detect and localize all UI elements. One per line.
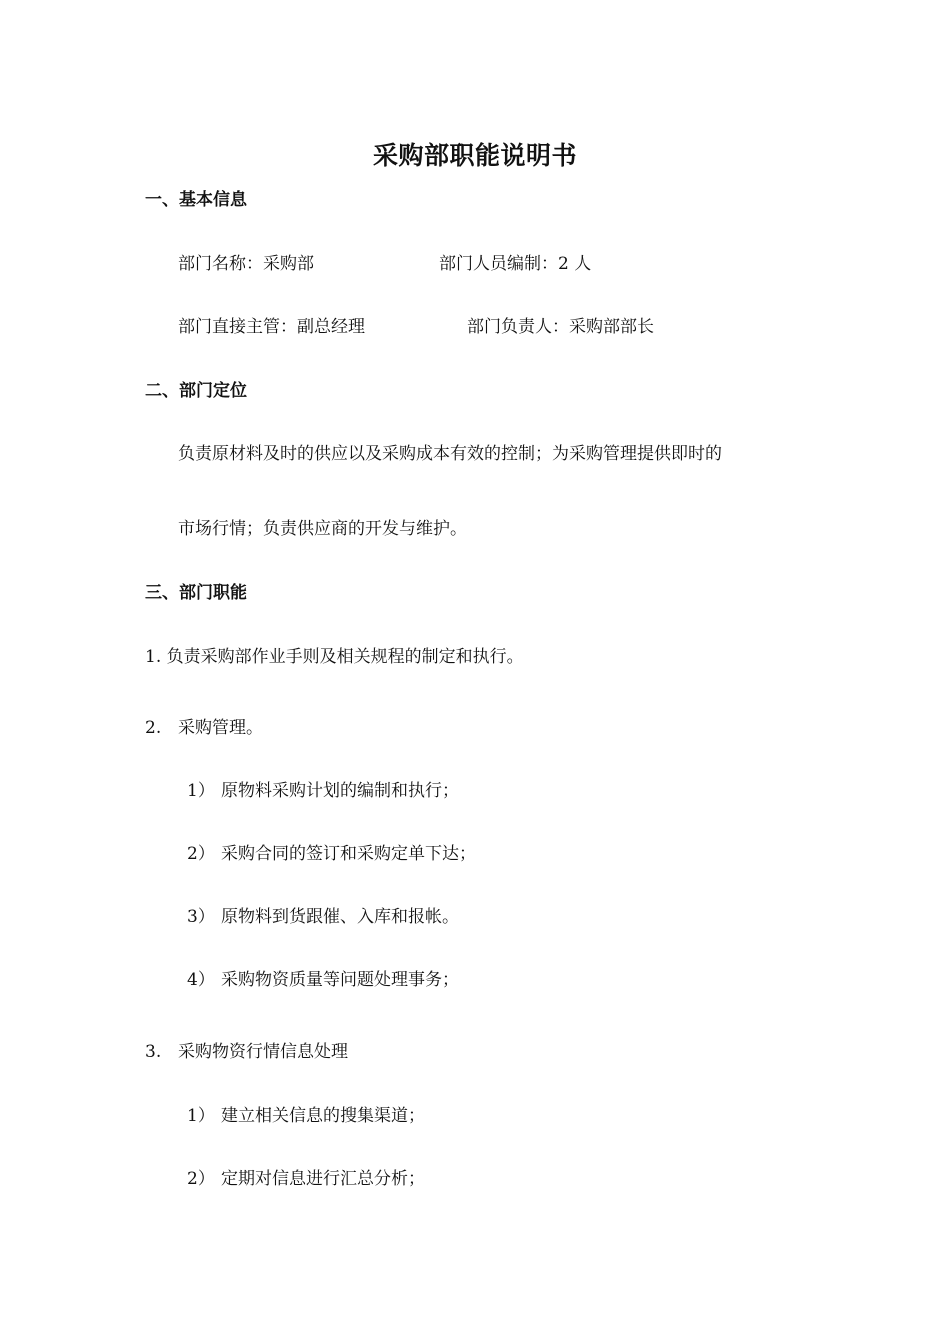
sub-item-number: 2） <box>187 844 215 864</box>
sub-item-number: 3） <box>187 907 215 927</box>
section-heading-functions: 三、部门职能 <box>145 583 247 603</box>
dept-head-field: 部门负责人：采购部部长 <box>467 317 654 337</box>
sub-item-number: 1） <box>187 1106 215 1126</box>
sub-item-text: 建立相关信息的搜集渠道； <box>221 1106 425 1126</box>
sub-item-number: 4） <box>187 970 215 990</box>
sub-item-text: 原物料到货跟催、入库和报帐。 <box>221 907 459 927</box>
sub-item-text: 采购物资质量等问题处理事务； <box>221 970 459 990</box>
function-item-2-number: 2. <box>145 718 162 738</box>
sub-item-text: 采购合同的签订和采购定单下达； <box>221 844 476 864</box>
sub-item-number: 1） <box>187 781 215 801</box>
function-item-3-text: 采购物资行情信息处理 <box>178 1042 348 1062</box>
function-item-1: 1. 负责采购部作业手则及相关规程的制定和执行。 <box>145 647 524 667</box>
positioning-paragraph-line1: 负责原材料及时的供应以及采购成本有效的控制；为采购管理提供即时的 <box>178 444 722 464</box>
section-heading-basic-info: 一、基本信息 <box>145 190 247 210</box>
sub-item-number: 2） <box>187 1169 215 1189</box>
dept-name-field: 部门名称：采购部 <box>178 254 314 274</box>
function-item-2-text: 采购管理。 <box>178 718 263 738</box>
document-title: 采购部职能说明书 <box>372 141 577 170</box>
section-heading-positioning: 二、部门定位 <box>145 381 247 401</box>
staffing-field: 部门人员编制：2 人 <box>439 254 592 274</box>
sub-item-text: 原物料采购计划的编制和执行； <box>221 781 459 801</box>
supervisor-field: 部门直接主管：副总经理 <box>178 317 365 337</box>
positioning-paragraph-line2: 市场行情；负责供应商的开发与维护。 <box>178 519 467 539</box>
sub-item-text: 定期对信息进行汇总分析； <box>221 1169 425 1189</box>
function-item-3-number: 3. <box>145 1042 162 1062</box>
